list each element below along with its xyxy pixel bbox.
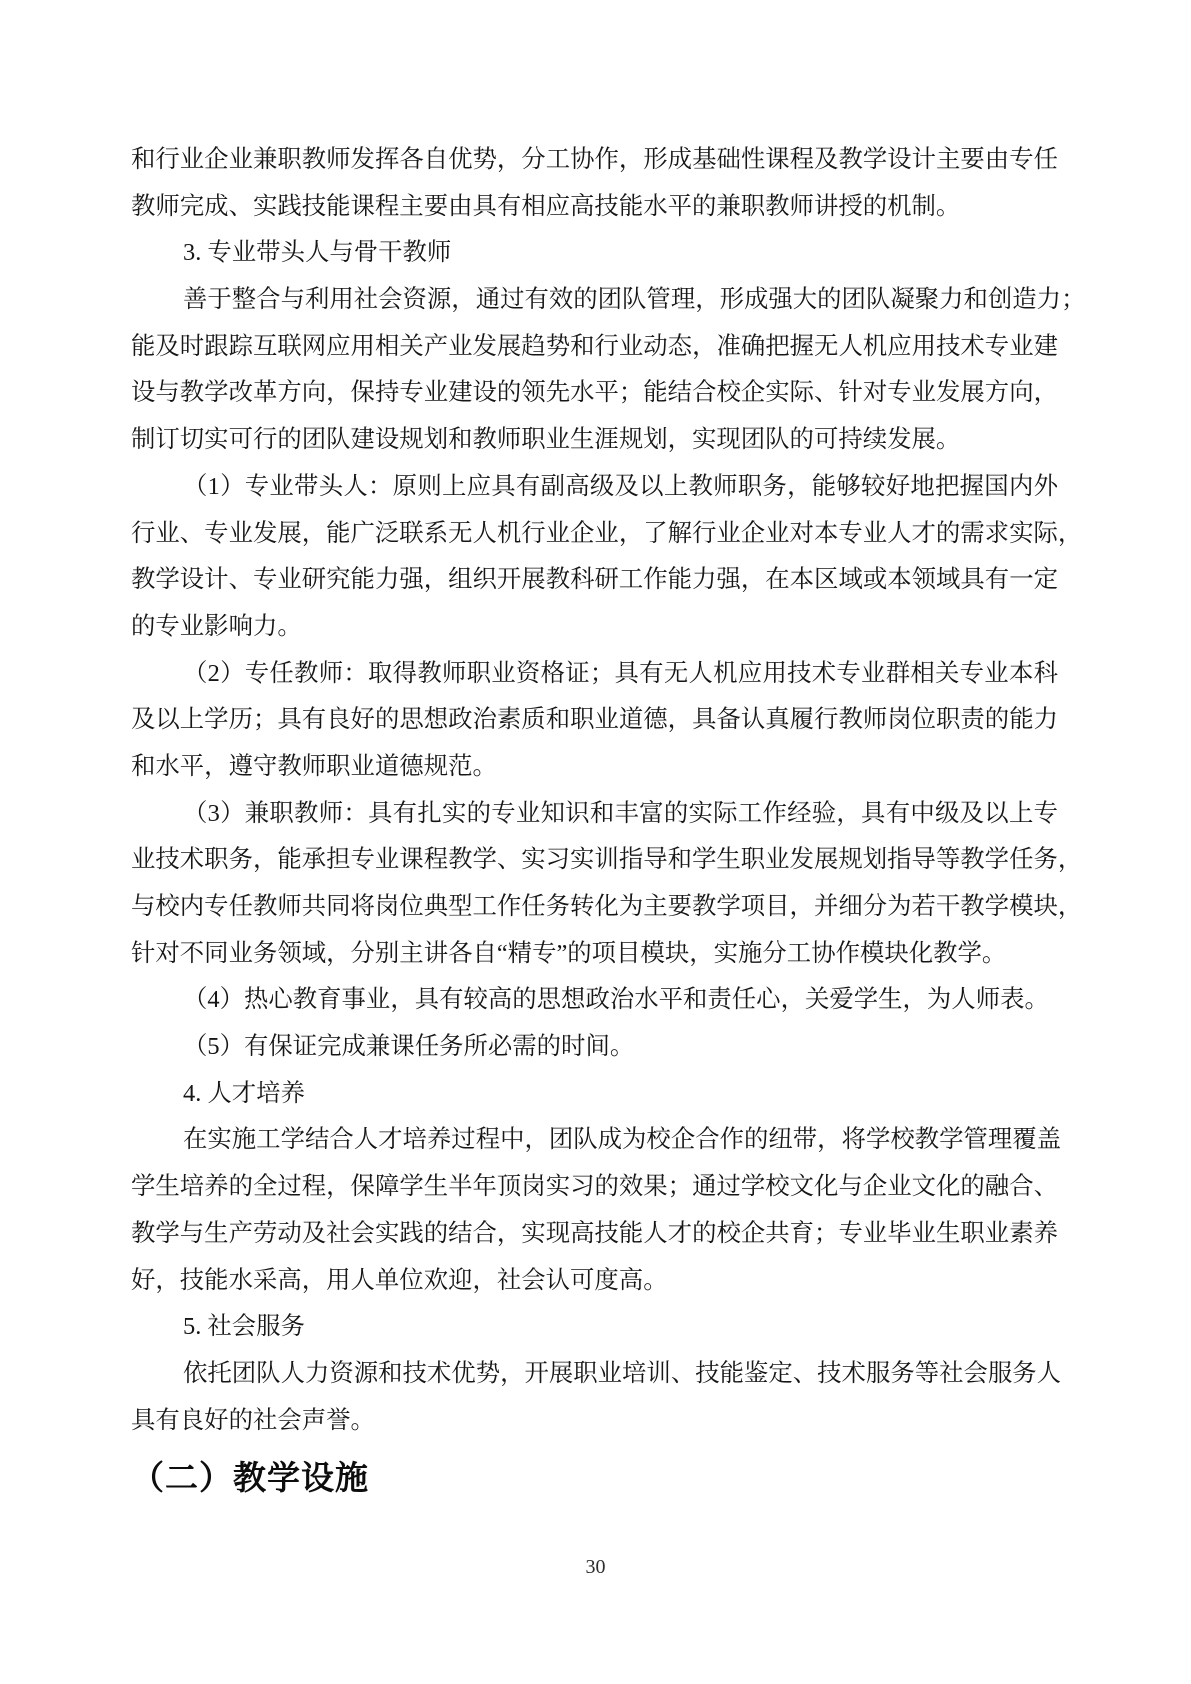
text-line: 能及时跟踪互联网应用相关产业发展趋势和行业动态，准确把握无人机应用技术专业建 xyxy=(131,332,1058,360)
text-line: 制订切实可行的团队建设规划和教师职业生涯规划，实现团队的可持续发展。 xyxy=(131,426,961,454)
text-line: 善于整合与利用社会资源，通过有效的团队管理，形成强大的团队凝聚力和创造力； xyxy=(183,286,1086,314)
text-line: 好，技能水采高，用人单位欢迎，社会认可度高。 xyxy=(131,1266,668,1294)
text-line: 行业、专业发展，能广泛联系无人机行业企业，了解行业企业对本专业人才的需求实际， xyxy=(131,519,1083,547)
text-line: 教学设计、专业研究能力强，组织开展教科研工作能力强，在本区域或本领域具有一定 xyxy=(131,566,1058,594)
text-line: 教师完成、实践技能课程主要由具有相应高技能水平的兼职教师讲授的机制。 xyxy=(131,192,961,220)
page-number: 30 xyxy=(585,1556,606,1578)
text-line: 和水平，遵守教师职业道德规范。 xyxy=(131,752,497,780)
subheading-4: 4. 人才培养 xyxy=(183,1079,305,1107)
text-line: 和行业企业兼职教师发挥各自优势，分工协作，形成基础性课程及教学设计主要由专任 xyxy=(131,146,1058,173)
text-line: 的专业影响力。 xyxy=(131,612,302,640)
text-line: 针对不同业务领域，分别主讲各自“精专”的项目模块，实施分工协作模块化教学。 xyxy=(131,939,1007,967)
text-line: （2）专任教师：取得教师职业资格证；具有无人机应用技术专业群相关专业本科 xyxy=(183,659,1058,687)
subheading-3: 3. 专业带头人与骨干教师 xyxy=(183,239,452,267)
text-line: （1）专业带头人：原则上应具有副高级及以上教师职务，能够较好地把握国内外 xyxy=(183,472,1058,500)
subheading-5: 5. 社会服务 xyxy=(183,1313,305,1341)
text-line: 与校内专任教师共同将岗位典型工作任务转化为主要教学项目，并细分为若干教学模块， xyxy=(131,893,1083,920)
text-line: 设与教学改革方向，保持专业建设的领先水平；能结合校企实际、针对专业发展方向， xyxy=(131,379,1058,407)
document-body xyxy=(131,137,1086,1444)
text-line: 在实施工学结合人才培养过程中，团队成为校企合作的纽带，将学校教学管理覆盖 xyxy=(183,1126,1062,1154)
text-line: （4）热心教育事业，具有较高的思想政治水平和责任心，关爱学生，为人师表。 xyxy=(183,986,1049,1014)
text-line: （3）兼职教师：具有扎实的专业知识和丰富的实际工作经验，具有中级及以上专 xyxy=(183,799,1058,827)
text-line: 学生培养的全过程，保障学生半年顶岗实习的效果；通过学校文化与企业文化的融合、 xyxy=(131,1173,1058,1201)
text-line: 业技术职务，能承担专业课程教学、实习实训指导和学生职业发展规划指导等教学任务， xyxy=(131,846,1083,874)
text-line: 教学与生产劳动及社会实践的结合，实现高技能人才的校企共育；专业毕业生职业素养 xyxy=(131,1219,1058,1247)
text-line: 具有良好的社会声誉。 xyxy=(131,1406,375,1434)
text-line: （5）有保证完成兼课任务所必需的时间。 xyxy=(183,1033,635,1061)
section-heading: （二）教学设施 xyxy=(131,1459,369,1496)
text-line: 依托团队人力资源和技术优势，开展职业培训、技能鉴定、技术服务等社会服务人 xyxy=(183,1359,1062,1387)
text-line: 及以上学历；具有良好的思想政治素质和职业道德，具备认真履行教师岗位职责的能力 xyxy=(131,706,1058,734)
